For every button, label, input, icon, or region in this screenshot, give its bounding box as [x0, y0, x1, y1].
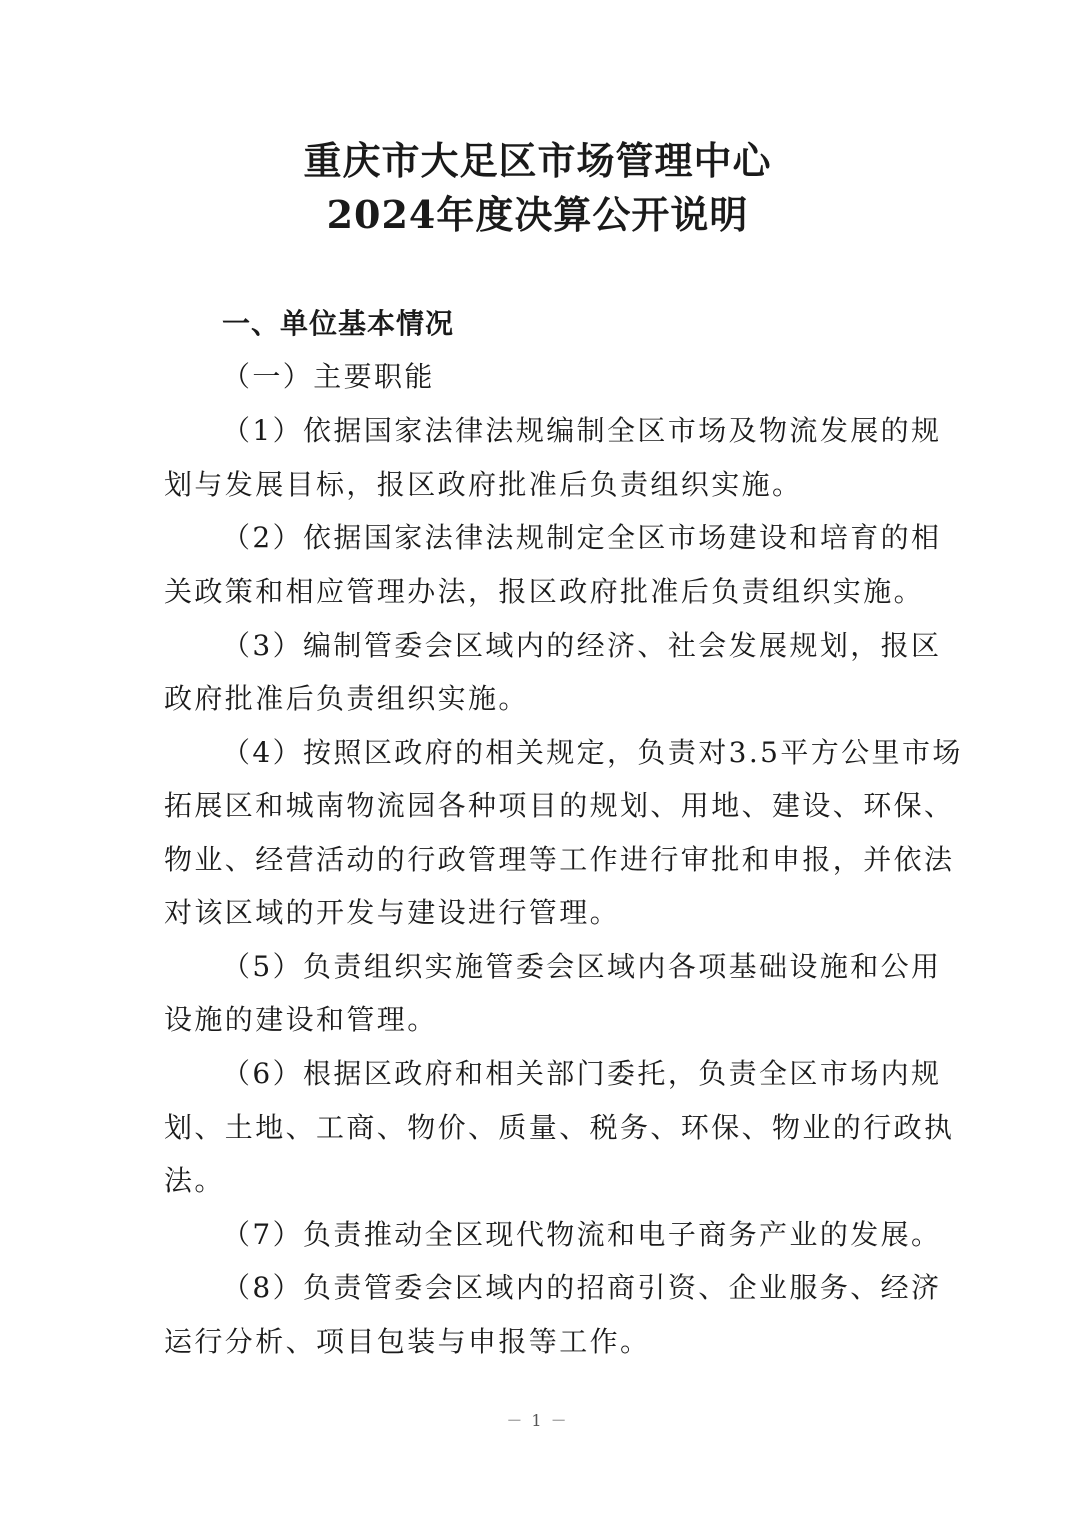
paragraph-line: （7）负责推动全区现代物流和电子商务产业的发展。 — [222, 1218, 942, 1251]
paragraph-line: 运行分析、项目包装与申报等工作。 — [164, 1325, 651, 1358]
paragraph-line: 划、土地、工商、物价、质量、税务、环保、物业的行政执 — [164, 1111, 955, 1144]
subsection-heading: （一）主要职能 — [222, 360, 435, 393]
paragraph-line: （1）依据国家法律法规编制全区市场及物流发展的规 — [222, 414, 942, 447]
paragraph-line: （8）负责管委会区域内的招商引资、企业服务、经济 — [222, 1271, 942, 1304]
paragraph-line: 法。 — [164, 1164, 225, 1197]
paragraph-line: （3）编制管委会区域内的经济、社会发展规划，报区 — [222, 629, 942, 662]
paragraph-line: （6）根据区政府和相关部门委托，负责全区市场内规 — [222, 1057, 942, 1090]
page-number: － 1 － — [506, 1411, 569, 1430]
paragraph-line: （2）依据国家法律法规制定全区市场建设和培育的相 — [222, 521, 942, 554]
paragraph-line: 设施的建设和管理。 — [164, 1003, 438, 1036]
document-title-line-2: 2024年度决算公开说明 — [326, 192, 749, 237]
paragraph-line: （4）按照区政府的相关规定，负责对3.5平方公里市场 — [222, 736, 963, 769]
paragraph-line: （5）负责组织实施管委会区域内各项基础设施和公用 — [222, 950, 942, 983]
paragraph-line: 对该区域的开发与建设进行管理。 — [164, 896, 621, 929]
paragraph-line: 拓展区和城南物流园各种项目的规划、用地、建设、环保、 — [164, 789, 955, 822]
paragraph-line: 关政策和相应管理办法，报区政府批准后负责组织实施。 — [164, 575, 925, 608]
section-heading: 一、单位基本情况 — [222, 307, 455, 340]
paragraph-line: 政府批准后负责组织实施。 — [164, 682, 529, 715]
document-title-line-1: 重庆市大足区市场管理中心 — [303, 138, 772, 183]
paragraph-line: 划与发展目标，报区政府批准后负责组织实施。 — [164, 468, 803, 501]
paragraph-line: 物业、经营活动的行政管理等工作进行审批和申报，并依法 — [164, 843, 955, 876]
